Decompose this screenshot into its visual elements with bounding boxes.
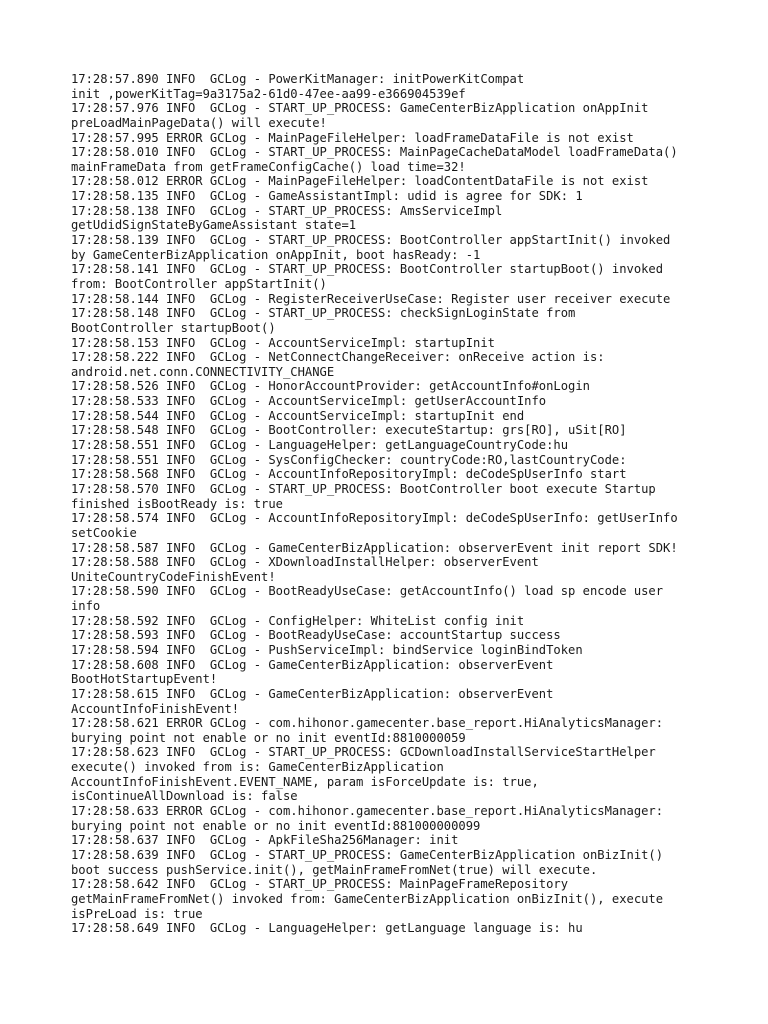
- log-line: 17:28:58.135 INFO GCLog - GameAssistantImpl: udid is agree for SDK: 1: [71, 189, 583, 204]
- log-line: getUdidSignStateByGameAssistant state=1: [71, 218, 357, 233]
- log-line: burying point not enable or no init eventId:881000000099: [71, 818, 481, 833]
- log-line: AccountInfoFinishEvent.EVENT_NAME, param isForceUpdate is: true,: [71, 774, 539, 789]
- log-line: 17:28:58.144 INFO GCLog - RegisterReceiverUseCase: Register user receiver execute: [71, 291, 671, 306]
- log-line: 17:28:58.548 INFO GCLog - BootController: executeStartup: grs[RO], uSit[RO]: [71, 423, 627, 438]
- log-line: preLoadMainPageData() will execute!: [71, 115, 327, 130]
- log-line: 17:28:58.615 INFO GCLog - GameCenterBizApplication: observerEvent: [71, 686, 554, 701]
- log-line: 17:28:58.633 ERROR GCLog - com.hihonor.gamecenter.base_report.HiAnalyticsManager:: [71, 804, 664, 819]
- log-line: init ,powerKitTag=9a3175a2-61d0-47ee-aa99-e366904539ef: [71, 86, 466, 101]
- log-line: 17:28:58.544 INFO GCLog - AccountServiceImpl: startupInit end: [71, 408, 525, 423]
- log-line: setCookie: [71, 525, 137, 540]
- log-line: info: [71, 599, 101, 614]
- log-line: mainFrameData from getFrameConfigCache() load time=32!: [71, 159, 466, 174]
- log-line: getMainFrameFromNet() invoked from: GameCenterBizApplication onBizInit(), execute: [71, 891, 664, 906]
- log-line: 17:28:58.012 ERROR GCLog - MainPageFileHelper: loadContentDataFile is not exist: [71, 174, 649, 189]
- log-line: 17:28:58.010 INFO GCLog - START_UP_PROCESS: MainPageCacheDataModel loadFrameData(): [71, 145, 678, 160]
- log-line: 17:28:58.570 INFO GCLog - START_UP_PROCESS: BootController boot execute Startup: [71, 481, 656, 496]
- log-line: 17:28:57.976 INFO GCLog - START_UP_PROCESS: GameCenterBizApplication onAppInit: [71, 101, 649, 116]
- log-line: 17:28:58.148 INFO GCLog - START_UP_PROCESS: checkSignLoginState from: [71, 306, 576, 321]
- log-line: 17:28:58.153 INFO GCLog - AccountServiceImpl: startupInit: [71, 335, 495, 350]
- log-line: BootController startupBoot(): [71, 320, 276, 335]
- log-line: 17:28:58.623 INFO GCLog - START_UP_PROCESS: GCDownloadInstallServiceStartHelper: [71, 745, 656, 760]
- log-line: 17:28:58.592 INFO GCLog - ConfigHelper: WhiteList config init: [71, 613, 525, 628]
- log-line: AccountInfoFinishEvent!: [71, 701, 240, 716]
- log-line: finished isBootReady is: true: [71, 496, 283, 511]
- log-line: isContinueAllDownload is: false: [71, 789, 298, 804]
- log-line: 17:28:58.568 INFO GCLog - AccountInfoRepositoryImpl: deCodeSpUserInfo start: [71, 467, 627, 482]
- log-line: android.net.conn.CONNECTIVITY_CHANGE: [71, 364, 335, 379]
- log-line: 17:28:58.642 INFO GCLog - START_UP_PROCESS: MainPageFrameRepository: [71, 877, 569, 892]
- log-line: BootHotStartupEvent!: [71, 672, 218, 687]
- log-line: by GameCenterBizApplication onAppInit, boot hasReady: -1: [71, 247, 481, 262]
- log-line: 17:28:58.138 INFO GCLog - START_UP_PROCESS: AmsServiceImpl: [71, 203, 503, 218]
- log-line: execute() invoked from is: GameCenterBizApplication: [71, 760, 444, 775]
- log-line: 17:28:58.574 INFO GCLog - AccountInfoRepositoryImpl: deCodeSpUserInfo: getUserInfo: [71, 511, 678, 526]
- log-text-block: [71, 72, 711, 936]
- log-line: 17:28:58.639 INFO GCLog - START_UP_PROCESS: GameCenterBizApplication onBizInit(): [71, 847, 664, 862]
- log-line: 17:28:58.551 INFO GCLog - SysConfigChecker: countryCode:RO,lastCountryCode:: [71, 452, 627, 467]
- log-line: 17:28:58.637 INFO GCLog - ApkFileSha256Manager: init: [71, 833, 459, 848]
- log-line: 17:28:58.526 INFO GCLog - HonorAccountProvider: getAccountInfo#onLogin: [71, 379, 590, 394]
- log-line: 17:28:58.608 INFO GCLog - GameCenterBizApplication: observerEvent: [71, 657, 554, 672]
- log-line: isPreLoad is: true: [71, 906, 203, 921]
- log-line: boot success pushService.init(), getMainFrameFromNet(true) will execute.: [71, 862, 598, 877]
- log-line: 17:28:58.649 INFO GCLog - LanguageHelper: getLanguage language is: hu: [71, 921, 583, 936]
- log-line: 17:28:58.551 INFO GCLog - LanguageHelper: getLanguageCountryCode:hu: [71, 438, 569, 453]
- log-line: 17:28:58.141 INFO GCLog - START_UP_PROCESS: BootController startupBoot() invoked: [71, 262, 664, 277]
- log-line: 17:28:57.995 ERROR GCLog - MainPageFileHelper: loadFrameDataFile is not exist: [71, 130, 634, 145]
- log-line: 17:28:58.533 INFO GCLog - AccountServiceImpl: getUserAccountInfo: [71, 394, 547, 409]
- log-line: UniteCountryCodeFinishEvent!: [71, 569, 276, 584]
- log-line: 17:28:58.593 INFO GCLog - BootReadyUseCase: accountStartup success: [71, 628, 561, 643]
- log-line: 17:28:58.588 INFO GCLog - XDownloadInstallHelper: observerEvent: [71, 555, 539, 570]
- log-line: 17:28:58.594 INFO GCLog - PushServiceImpl: bindService loginBindToken: [71, 642, 583, 657]
- log-line: from: BootController appStartInit(): [71, 276, 327, 291]
- log-line: 17:28:58.222 INFO GCLog - NetConnectChangeReceiver: onReceive action is:: [71, 350, 605, 365]
- log-line: 17:28:58.587 INFO GCLog - GameCenterBizApplication: observerEvent init report SDK!: [71, 540, 678, 555]
- log-line: 17:28:58.590 INFO GCLog - BootReadyUseCase: getAccountInfo() load sp encode user: [71, 584, 664, 599]
- log-line: burying point not enable or no init eventId:8810000059: [71, 730, 466, 745]
- log-line: 17:28:57.890 INFO GCLog - PowerKitManager: initPowerKitCompat: [71, 72, 525, 86]
- log-line: 17:28:58.139 INFO GCLog - START_UP_PROCESS: BootController appStartInit() invoked: [71, 233, 671, 248]
- log-line: 17:28:58.621 ERROR GCLog - com.hihonor.gamecenter.base_report.HiAnalyticsManager:: [71, 716, 664, 731]
